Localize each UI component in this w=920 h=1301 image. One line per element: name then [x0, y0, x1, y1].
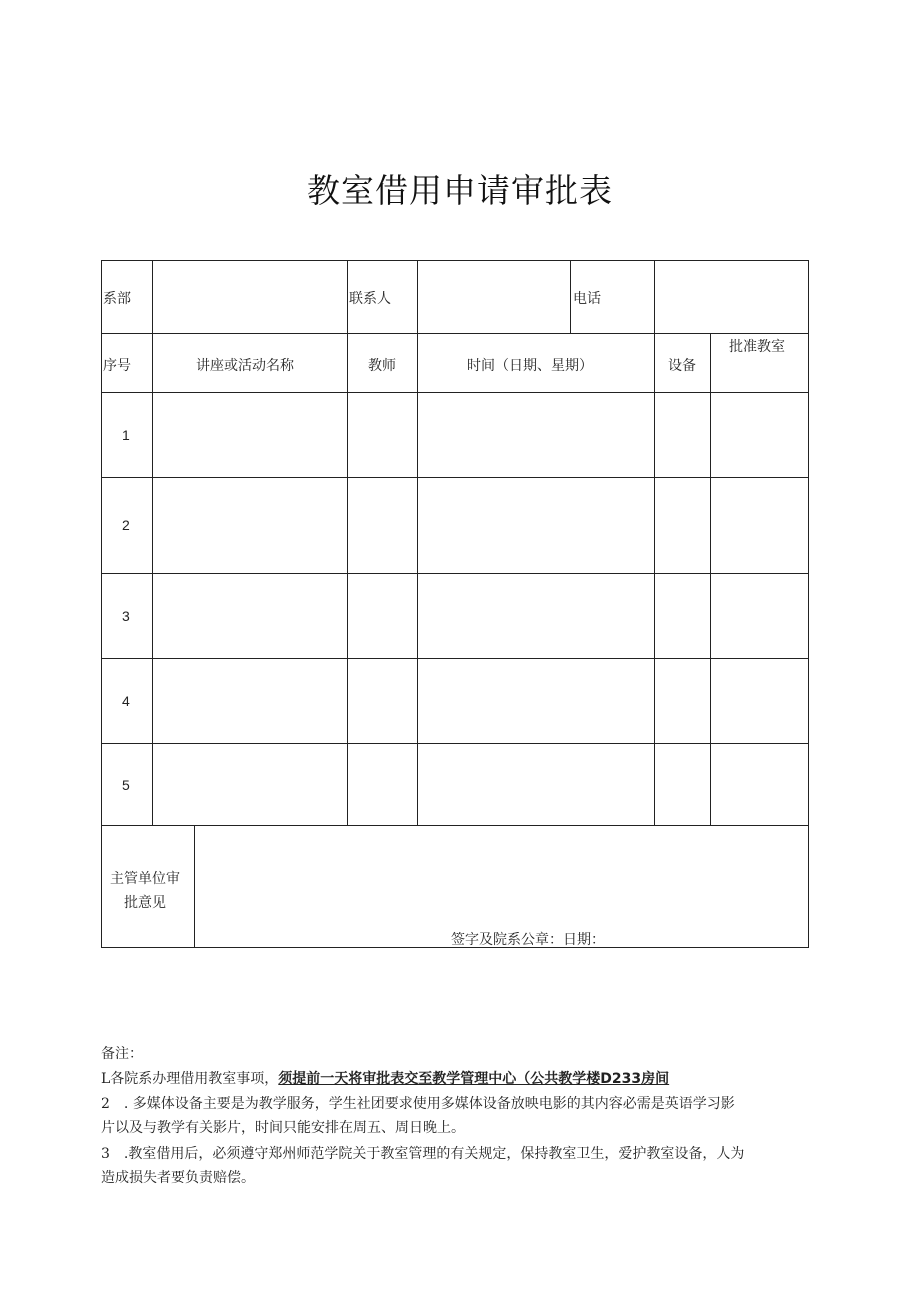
- table-border-top: [101, 260, 809, 261]
- row-divider: [101, 477, 809, 478]
- row-number: 3: [122, 608, 130, 624]
- approval-label: 主管单位审: [110, 871, 180, 887]
- note-item-1-prefix: L各院系办理借用教室事项，: [101, 1071, 279, 1087]
- notes-heading: 备注：: [101, 1046, 143, 1062]
- col-divider: [347, 260, 348, 825]
- col-header-equipment: 设备: [668, 358, 696, 374]
- col-divider: [194, 825, 195, 947]
- row-number: 2: [122, 517, 130, 533]
- row-divider: [101, 333, 809, 334]
- table-border-right: [808, 260, 809, 948]
- row-divider: [101, 825, 809, 826]
- phone-label: 电话: [573, 291, 601, 307]
- col-divider: [570, 260, 571, 333]
- note-item-1-emphasis: 须提前一天将审批表交至教学管理中心（公共教学楼D233房间: [278, 1071, 670, 1087]
- dept-label: 系部: [103, 291, 131, 307]
- note-item-3: 3 .教室借用后，必须遵守郑州师范学院关于教室管理的有关规定，保持教室卫生，爱护教室设备，人为: [101, 1146, 745, 1162]
- table-border-left: [101, 260, 102, 948]
- page-title: 教室借用申请审批表: [307, 171, 613, 210]
- row-divider: [101, 743, 809, 744]
- row-number: 1: [122, 427, 130, 443]
- contact-label: 联系人: [349, 291, 391, 307]
- row-number: 5: [122, 777, 130, 793]
- col-header-teacher: 教师: [368, 358, 396, 374]
- row-divider: [101, 573, 809, 574]
- row-divider: [101, 658, 809, 659]
- col-header-seq: 序号: [103, 358, 131, 374]
- signature-date-line: 签字及院系公章：日期：: [451, 932, 605, 948]
- note-item-2: 2 . 多媒体设备主要是为教学服务，学生社团要求使用多媒体设备放映电影的其内容必需是英语学习影: [101, 1096, 735, 1112]
- note-item-3-cont: 造成损失者要负责赔偿。: [101, 1170, 255, 1186]
- col-header-time: 时间（日期、星期）: [467, 358, 593, 374]
- col-divider: [417, 260, 418, 825]
- note-item-2-cont: 片以及与教学有关影片，时间只能安排在周五、周日晚上。: [101, 1120, 465, 1136]
- approval-label: 批意见: [124, 895, 166, 911]
- row-divider: [101, 392, 809, 393]
- row-number: 4: [122, 693, 130, 709]
- col-divider: [152, 260, 153, 825]
- col-divider: [654, 260, 655, 825]
- col-header-activity: 讲座或活动名称: [196, 358, 294, 374]
- col-header-approved-room: 批准教室: [729, 339, 785, 355]
- col-divider: [710, 333, 711, 825]
- note-item-1: [101, 1068, 669, 1091]
